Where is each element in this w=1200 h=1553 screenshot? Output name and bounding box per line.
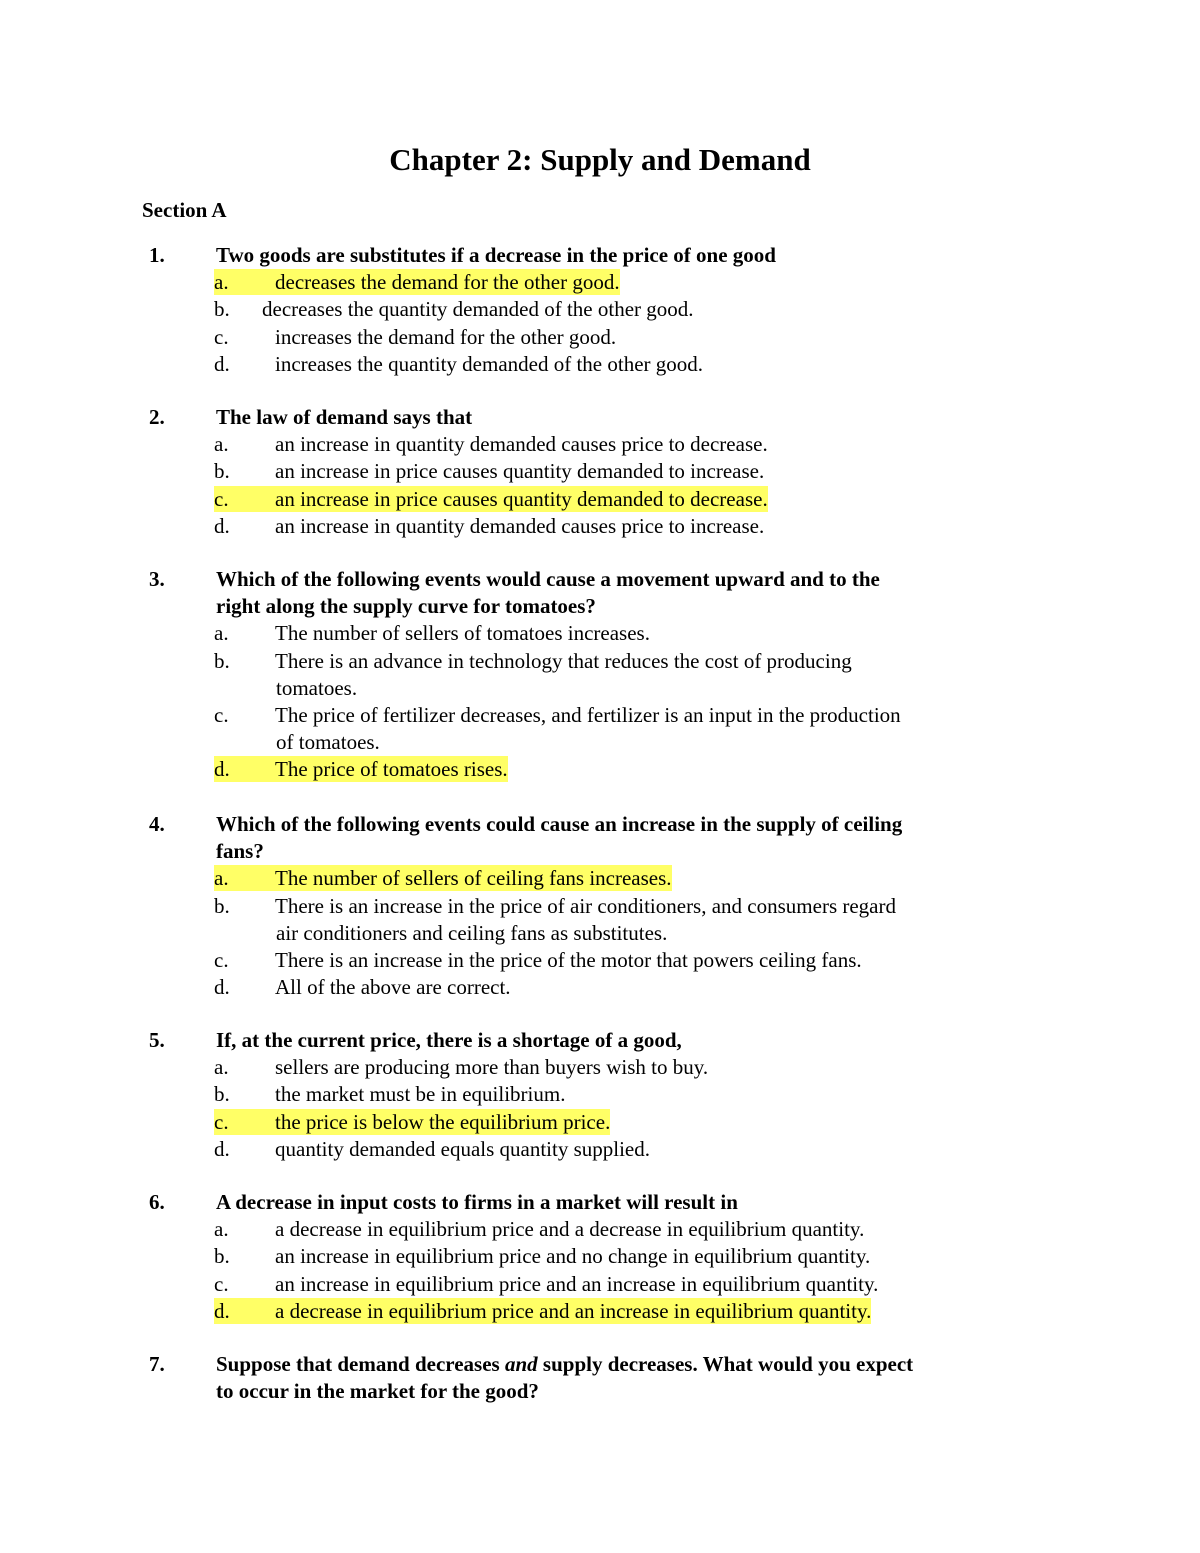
option-letter: b.	[214, 1244, 230, 1269]
option-letter: d.	[214, 757, 230, 782]
option-text: increases the demand for the other good.	[275, 324, 617, 349]
option-letter: b.	[214, 1082, 230, 1107]
option-text: a decrease in equilibrium price and a decrease in equilibrium quantity.	[275, 1217, 865, 1242]
option-letter: d.	[214, 351, 230, 376]
answer-text-wrap	[214, 351, 703, 377]
option-text-continued: tomatoes.	[276, 675, 358, 700]
answer-option-b	[214, 1243, 1014, 1269]
answer-text-wrap	[214, 893, 896, 919]
answer-text-wrap	[214, 1243, 870, 1269]
answer-option-d	[214, 756, 1014, 782]
option-text: an increase in price causes quantity demanded to increase.	[275, 459, 765, 484]
option-letter: d.	[214, 975, 230, 1000]
question-text: right along the supply curve for tomatoes?	[216, 594, 596, 619]
answer-option-d	[214, 351, 1014, 377]
question-text: If, at the current price, there is a shortage of a good,	[216, 1028, 682, 1052]
option-text: an increase in equilibrium price and no change in equilibrium quantity.	[275, 1244, 871, 1269]
option-text: increases the quantity demanded of the other good.	[275, 351, 704, 376]
answer-option-b	[214, 648, 1014, 674]
highlighted-answer	[214, 486, 768, 512]
question-text-segment: Suppose that demand decreases	[216, 1352, 505, 1376]
option-text: an increase in equilibrium price and an increase in equilibrium quantity.	[275, 1271, 879, 1296]
answer-text-wrap	[214, 947, 862, 973]
option-text: The number of sellers of ceiling fans increases.	[275, 866, 672, 891]
question-number: 4.	[149, 812, 165, 836]
answer-option-d	[214, 1298, 1014, 1324]
question-number: 3.	[149, 567, 165, 591]
question-number: 5.	[149, 1028, 165, 1052]
question-text: Which of the following events would cause a movement upward and to the	[216, 567, 880, 591]
option-text: There is an advance in technology that reduces the cost of producing	[275, 648, 852, 673]
highlighted-answer	[214, 1109, 610, 1135]
answer-option-a	[214, 1216, 1014, 1242]
answer-option-b	[214, 458, 1014, 484]
answer-text-wrap	[214, 1081, 565, 1107]
answer-option-c	[214, 702, 1014, 728]
option-text: decreases the quantity demanded of the other good.	[262, 297, 694, 322]
question-text: Which of the following events could cause an increase in the supply of ceiling	[216, 812, 903, 836]
answer-option-b	[214, 296, 1014, 322]
option-letter: c.	[214, 1109, 229, 1134]
option-text: There is an increase in the price of the motor that powers ceiling fans.	[275, 948, 862, 972]
answer-option-c	[214, 486, 1014, 512]
answer-text-wrap	[214, 513, 764, 539]
question-text: A decrease in input costs to firms in a market will result in	[216, 1190, 738, 1214]
question-text-segment: supply decreases. What would you expect	[537, 1352, 914, 1376]
question-text: to occur in the market for the good?	[216, 1379, 539, 1404]
answer-text-wrap	[214, 974, 511, 1000]
page-title: Chapter 2: Supply and Demand	[389, 142, 811, 177]
answer-text-wrap	[214, 1054, 708, 1080]
option-text: the market must be in equilibrium.	[275, 1082, 566, 1107]
option-text-continued: of tomatoes.	[276, 730, 380, 755]
option-letter: b.	[214, 297, 230, 322]
answer-option-c	[214, 1109, 1014, 1135]
option-letter: a.	[214, 1055, 229, 1080]
option-letter: d.	[214, 1298, 230, 1323]
answer-option-c	[214, 1271, 1014, 1297]
answer-text-wrap	[214, 1216, 864, 1242]
option-letter: a.	[214, 432, 229, 457]
option-letter: c.	[214, 948, 229, 972]
question-number: 1.	[149, 243, 165, 267]
option-text: decreases the demand for the other good.	[275, 270, 620, 295]
option-letter: d.	[214, 1136, 230, 1161]
option-letter: b.	[214, 893, 230, 918]
answer-text-wrap	[214, 296, 694, 322]
answer-option-b	[214, 1081, 1014, 1107]
option-text: an increase in quantity demanded causes price to decrease.	[275, 432, 768, 457]
option-text: a decrease in equilibrium price and an increase in equilibrium quantity.	[275, 1298, 872, 1323]
highlighted-answer	[214, 865, 672, 891]
answer-option-a	[214, 269, 1014, 295]
question-text-emphasis: and	[504, 1352, 538, 1376]
option-text: The number of sellers of tomatoes increases.	[275, 621, 650, 646]
question-text: The law of demand says that	[216, 405, 473, 429]
answer-text-wrap	[214, 702, 901, 728]
answer-text-wrap	[214, 648, 852, 674]
question-text: Two goods are substitutes if a decrease in the price of one good	[216, 243, 776, 267]
option-letter: a.	[214, 270, 229, 295]
question-text: fans?	[216, 839, 264, 864]
option-letter: c.	[214, 486, 229, 511]
option-text-continued: air conditioners and ceiling fans as substitutes.	[276, 920, 668, 945]
highlighted-answer	[214, 269, 620, 295]
option-text: The price of fertilizer decreases, and fertilizer is an input in the production	[275, 703, 901, 727]
option-letter: c.	[214, 703, 229, 727]
option-text: an increase in quantity demanded causes price to increase.	[275, 513, 765, 538]
highlighted-answer	[214, 1298, 871, 1324]
section-heading: Section A	[142, 198, 227, 222]
question-number: 6.	[149, 1190, 165, 1214]
option-letter: c.	[214, 324, 229, 349]
question-number: 2.	[149, 405, 165, 429]
question-number: 7.	[149, 1352, 165, 1376]
option-text: The price of tomatoes rises.	[275, 757, 508, 782]
option-text: quantity demanded equals quantity supplied.	[275, 1136, 651, 1161]
option-letter: d.	[214, 513, 230, 538]
option-letter: a.	[214, 866, 229, 891]
answer-option-c	[214, 324, 1014, 350]
answer-text-wrap	[214, 324, 616, 350]
question-text	[216, 1351, 913, 1377]
option-text: There is an increase in the price of air conditioners, and consumers regard	[275, 893, 896, 918]
answer-option-d	[214, 513, 1014, 539]
answer-option-a	[214, 865, 1014, 891]
option-text: an increase in price causes quantity demanded to decrease.	[275, 486, 768, 511]
answer-text-wrap	[214, 458, 764, 484]
option-letter: c.	[214, 1271, 229, 1296]
option-letter: b.	[214, 648, 230, 673]
answer-text-wrap	[214, 1271, 878, 1297]
answer-option-d	[214, 974, 1014, 1000]
answer-option-a	[214, 431, 1014, 457]
answer-text-wrap	[214, 1136, 650, 1162]
option-letter: a.	[214, 621, 229, 646]
option-text: sellers are producing more than buyers wish to buy.	[275, 1055, 709, 1080]
answer-option-d	[214, 1136, 1014, 1162]
answer-option-a	[214, 620, 1014, 646]
option-letter: b.	[214, 459, 230, 484]
answer-text-wrap	[214, 620, 650, 646]
highlighted-answer	[214, 756, 508, 782]
answer-option-c	[214, 947, 1014, 973]
option-text: All of the above are correct.	[275, 975, 511, 1000]
answer-option-a	[214, 1054, 1014, 1080]
answer-text-wrap	[214, 431, 768, 457]
option-letter: a.	[214, 1217, 229, 1242]
answer-option-b	[214, 893, 1014, 919]
option-text: the price is below the equilibrium price.	[275, 1109, 611, 1134]
